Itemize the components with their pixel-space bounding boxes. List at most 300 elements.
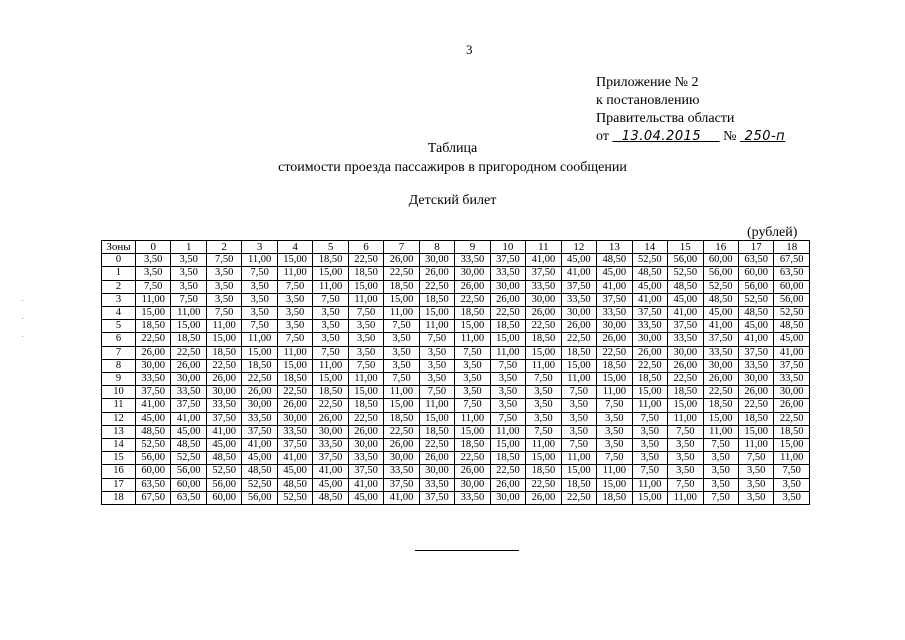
fare-cell: 7,50 bbox=[206, 307, 241, 320]
column-header-zone-2: 2 bbox=[206, 241, 241, 254]
fare-cell: 18,50 bbox=[419, 425, 454, 438]
appendix-government-line: Правительства области bbox=[596, 111, 735, 126]
row-zone-label: 6 bbox=[102, 333, 136, 346]
fare-cell: 41,00 bbox=[242, 439, 277, 452]
fare-cell: 15,00 bbox=[277, 359, 312, 372]
fare-cell: 26,00 bbox=[455, 280, 490, 293]
fare-cell: 48,50 bbox=[738, 307, 773, 320]
fare-cell: 26,00 bbox=[561, 320, 596, 333]
fare-cell: 11,00 bbox=[277, 346, 312, 359]
fare-cell: 3,50 bbox=[313, 307, 348, 320]
fare-cell: 60,00 bbox=[774, 280, 810, 293]
fare-cell: 3,50 bbox=[171, 280, 206, 293]
fare-cell: 30,00 bbox=[419, 465, 454, 478]
fare-cell: 45,00 bbox=[313, 478, 348, 491]
row-zone-label: 11 bbox=[102, 399, 136, 412]
fare-cell: 18,50 bbox=[490, 320, 525, 333]
fare-cell: 48,50 bbox=[632, 267, 667, 280]
fare-cell: 60,00 bbox=[738, 267, 773, 280]
fare-cell: 33,50 bbox=[136, 373, 171, 386]
ticket-type: Детский билет bbox=[408, 193, 497, 208]
fare-cell: 22,50 bbox=[277, 386, 312, 399]
fare-cell: 3,50 bbox=[419, 346, 454, 359]
fare-cell: 3,50 bbox=[455, 359, 490, 372]
fare-cell: 15,00 bbox=[455, 320, 490, 333]
column-header-zone-10: 10 bbox=[490, 241, 525, 254]
column-header-zone-11: 11 bbox=[526, 241, 561, 254]
fare-cell: 11,00 bbox=[419, 399, 454, 412]
fare-cell: 7,50 bbox=[561, 386, 596, 399]
table-heading: Таблица bbox=[427, 141, 478, 156]
fare-cell: 41,00 bbox=[738, 333, 773, 346]
fare-cell: 3,50 bbox=[597, 425, 632, 438]
fare-cell: 52,50 bbox=[774, 307, 810, 320]
fare-cell: 3,50 bbox=[703, 465, 738, 478]
fare-cell: 7,50 bbox=[490, 412, 525, 425]
table-row bbox=[102, 359, 810, 372]
fare-cell: 11,00 bbox=[597, 465, 632, 478]
fare-cell: 22,50 bbox=[348, 412, 383, 425]
fare-cell: 41,00 bbox=[526, 254, 561, 267]
fare-cell: 7,50 bbox=[774, 465, 810, 478]
fare-cell: 11,00 bbox=[384, 386, 419, 399]
fare-cell: 26,00 bbox=[774, 399, 810, 412]
fare-cell: 22,50 bbox=[455, 452, 490, 465]
fare-cell: 26,00 bbox=[668, 359, 703, 372]
fare-cell: 26,00 bbox=[703, 373, 738, 386]
fare-cell: 3,50 bbox=[490, 386, 525, 399]
fare-cell: 18,50 bbox=[171, 333, 206, 346]
fare-cell: 7,50 bbox=[738, 452, 773, 465]
page-number: 3 bbox=[466, 42, 473, 57]
fare-cell: 26,00 bbox=[206, 373, 241, 386]
fare-cell: 41,00 bbox=[561, 267, 596, 280]
table-row bbox=[102, 478, 810, 491]
fare-cell: 18,50 bbox=[561, 478, 596, 491]
fare-cell: 48,50 bbox=[668, 280, 703, 293]
fare-cell: 18,50 bbox=[455, 439, 490, 452]
fare-cell: 33,50 bbox=[348, 452, 383, 465]
table-subheading: стоимости проезда пассажиров в пригородном сообщении bbox=[278, 160, 627, 175]
fare-cell: 41,00 bbox=[597, 280, 632, 293]
row-zone-label: 17 bbox=[102, 478, 136, 491]
column-header-zone-4: 4 bbox=[277, 241, 312, 254]
column-header-zone-17: 17 bbox=[738, 241, 773, 254]
fare-cell: 11,00 bbox=[455, 412, 490, 425]
table-row bbox=[102, 386, 810, 399]
fare-cell: 30,00 bbox=[455, 478, 490, 491]
fare-cell: 26,00 bbox=[490, 478, 525, 491]
fare-cell: 3,50 bbox=[703, 452, 738, 465]
fare-cell: 37,50 bbox=[738, 346, 773, 359]
table-row bbox=[102, 439, 810, 452]
fare-cell: 22,50 bbox=[206, 359, 241, 372]
fare-cell: 30,00 bbox=[242, 399, 277, 412]
fare-cell: 7,50 bbox=[242, 267, 277, 280]
fare-cell: 15,00 bbox=[632, 491, 667, 504]
fare-cell: 18,50 bbox=[561, 346, 596, 359]
fare-cell: 45,00 bbox=[136, 412, 171, 425]
fare-cell: 3,50 bbox=[348, 333, 383, 346]
fare-cell: 3,50 bbox=[632, 425, 667, 438]
fare-cell: 26,00 bbox=[419, 452, 454, 465]
fare-cell: 22,50 bbox=[738, 399, 773, 412]
units-label: (рублей) bbox=[747, 225, 798, 240]
fare-cell: 26,00 bbox=[455, 465, 490, 478]
fare-cell: 18,50 bbox=[703, 399, 738, 412]
fare-cell: 37,50 bbox=[419, 491, 454, 504]
fare-cell: 26,00 bbox=[526, 491, 561, 504]
fare-cell: 26,00 bbox=[738, 386, 773, 399]
fare-cell: 15,00 bbox=[561, 465, 596, 478]
fare-cell: 15,00 bbox=[384, 293, 419, 306]
fare-cell: 3,50 bbox=[384, 333, 419, 346]
row-zone-label: 0 bbox=[102, 254, 136, 267]
fare-cell: 52,50 bbox=[242, 478, 277, 491]
fare-cell: 26,00 bbox=[384, 254, 419, 267]
fare-cell: 15,00 bbox=[490, 439, 525, 452]
fare-cell: 7,50 bbox=[703, 491, 738, 504]
fare-cell: 33,50 bbox=[632, 320, 667, 333]
fare-cell: 18,50 bbox=[738, 412, 773, 425]
fare-cell: 22,50 bbox=[171, 346, 206, 359]
fare-cell: 11,00 bbox=[419, 320, 454, 333]
scan-margin-marks bbox=[22, 0, 23, 640]
fare-cell: 15,00 bbox=[419, 307, 454, 320]
row-zone-label: 9 bbox=[102, 373, 136, 386]
fare-cell: 11,00 bbox=[490, 346, 525, 359]
fare-cell: 7,50 bbox=[277, 333, 312, 346]
fare-cell: 3,50 bbox=[206, 280, 241, 293]
fare-cell: 30,00 bbox=[597, 320, 632, 333]
fare-cell: 3,50 bbox=[277, 293, 312, 306]
fare-cell: 7,50 bbox=[632, 465, 667, 478]
fare-cell: 11,00 bbox=[206, 320, 241, 333]
fare-cell: 3,50 bbox=[242, 307, 277, 320]
fare-cell: 11,00 bbox=[526, 439, 561, 452]
fare-cell: 3,50 bbox=[561, 412, 596, 425]
fare-cell: 3,50 bbox=[561, 399, 596, 412]
fare-cell: 56,00 bbox=[206, 478, 241, 491]
fare-cell: 15,00 bbox=[668, 399, 703, 412]
column-header-zone-13: 13 bbox=[597, 241, 632, 254]
fare-cell: 15,00 bbox=[490, 333, 525, 346]
fare-cell: 22,50 bbox=[419, 280, 454, 293]
fare-cell: 52,50 bbox=[703, 280, 738, 293]
fare-cell: 60,00 bbox=[171, 478, 206, 491]
fare-cell: 3,50 bbox=[668, 452, 703, 465]
fare-cell: 3,50 bbox=[277, 307, 312, 320]
fare-cell: 63,50 bbox=[738, 254, 773, 267]
table-row bbox=[102, 307, 810, 320]
fare-cell: 26,00 bbox=[313, 412, 348, 425]
fare-cell: 15,00 bbox=[738, 425, 773, 438]
fare-cell: 7,50 bbox=[348, 359, 383, 372]
fare-cell: 56,00 bbox=[738, 280, 773, 293]
fare-cell: 3,50 bbox=[242, 280, 277, 293]
fare-cell: 7,50 bbox=[668, 425, 703, 438]
fare-cell: 18,50 bbox=[774, 425, 810, 438]
column-header-zone-1: 1 bbox=[171, 241, 206, 254]
fare-cell: 3,50 bbox=[597, 412, 632, 425]
column-header-zone-16: 16 bbox=[703, 241, 738, 254]
fare-cell: 7,50 bbox=[490, 359, 525, 372]
fare-cell: 7,50 bbox=[136, 280, 171, 293]
fare-cell: 7,50 bbox=[419, 333, 454, 346]
fare-cell: 60,00 bbox=[206, 491, 241, 504]
fare-cell: 7,50 bbox=[171, 293, 206, 306]
fare-cell: 37,50 bbox=[136, 386, 171, 399]
fare-cell: 52,50 bbox=[738, 293, 773, 306]
fare-cell: 15,00 bbox=[597, 478, 632, 491]
date-prefix: от bbox=[596, 129, 609, 144]
fare-cell: 41,00 bbox=[348, 478, 383, 491]
fare-cell: 37,50 bbox=[171, 399, 206, 412]
fare-cell: 18,50 bbox=[384, 412, 419, 425]
fare-cell: 26,00 bbox=[384, 439, 419, 452]
fare-cell: 3,50 bbox=[277, 320, 312, 333]
fare-cell: 26,00 bbox=[136, 346, 171, 359]
fare-cell: 15,00 bbox=[136, 307, 171, 320]
fare-cell: 22,50 bbox=[774, 412, 810, 425]
fare-cell: 37,50 bbox=[206, 412, 241, 425]
fare-cell: 22,50 bbox=[526, 320, 561, 333]
fare-cell: 11,00 bbox=[277, 267, 312, 280]
row-zone-label: 2 bbox=[102, 280, 136, 293]
fare-cell: 48,50 bbox=[313, 491, 348, 504]
fare-cell: 37,50 bbox=[313, 452, 348, 465]
fare-cell: 15,00 bbox=[242, 346, 277, 359]
fare-cell: 33,50 bbox=[774, 373, 810, 386]
fare-cell: 30,00 bbox=[136, 359, 171, 372]
fare-cell: 37,50 bbox=[490, 254, 525, 267]
fare-cell: 41,00 bbox=[774, 346, 810, 359]
fare-cell: 48,50 bbox=[242, 465, 277, 478]
fare-cell: 56,00 bbox=[774, 293, 810, 306]
fare-cell: 30,00 bbox=[738, 373, 773, 386]
fare-cell: 41,00 bbox=[206, 425, 241, 438]
fare-cell: 11,00 bbox=[242, 254, 277, 267]
fare-cell: 18,50 bbox=[668, 386, 703, 399]
fare-cell: 22,50 bbox=[384, 425, 419, 438]
table-row bbox=[102, 399, 810, 412]
fare-cell: 52,50 bbox=[171, 452, 206, 465]
fare-cell: 33,50 bbox=[313, 439, 348, 452]
fare-cell: 22,50 bbox=[526, 478, 561, 491]
fare-cell: 11,00 bbox=[348, 293, 383, 306]
fare-cell: 3,50 bbox=[455, 373, 490, 386]
fare-cell: 7,50 bbox=[632, 412, 667, 425]
handwritten-date: 13.04.2015 bbox=[621, 129, 702, 144]
fare-cell: 22,50 bbox=[490, 465, 525, 478]
fare-cell: 41,00 bbox=[277, 452, 312, 465]
fare-cell: 3,50 bbox=[490, 373, 525, 386]
fare-cell: 67,50 bbox=[136, 491, 171, 504]
fare-cell: 15,00 bbox=[348, 280, 383, 293]
fare-cell: 3,50 bbox=[384, 346, 419, 359]
fare-cell: 26,00 bbox=[526, 307, 561, 320]
fare-cell: 7,50 bbox=[703, 439, 738, 452]
fare-cell: 37,50 bbox=[632, 307, 667, 320]
table-header-row bbox=[102, 241, 810, 254]
fare-cell: 3,50 bbox=[632, 452, 667, 465]
fare-cell: 3,50 bbox=[136, 254, 171, 267]
fare-cell: 18,50 bbox=[348, 267, 383, 280]
fare-cell: 22,50 bbox=[384, 267, 419, 280]
column-header-zone-14: 14 bbox=[632, 241, 667, 254]
row-zone-label: 4 bbox=[102, 307, 136, 320]
fare-cell: 26,00 bbox=[277, 399, 312, 412]
fare-cell: 11,00 bbox=[632, 399, 667, 412]
fare-cell: 3,50 bbox=[703, 478, 738, 491]
table-row bbox=[102, 425, 810, 438]
fare-cell: 7,50 bbox=[242, 320, 277, 333]
fare-cell: 18,50 bbox=[526, 333, 561, 346]
fare-cell: 41,00 bbox=[668, 307, 703, 320]
fare-cell: 33,50 bbox=[738, 359, 773, 372]
fare-cell: 3,50 bbox=[632, 439, 667, 452]
fare-cell: 7,50 bbox=[561, 439, 596, 452]
fare-cell: 15,00 bbox=[703, 412, 738, 425]
table-row bbox=[102, 452, 810, 465]
fare-cell: 11,00 bbox=[668, 412, 703, 425]
row-zone-label: 14 bbox=[102, 439, 136, 452]
row-zone-label: 18 bbox=[102, 491, 136, 504]
fare-cell: 11,00 bbox=[136, 293, 171, 306]
fare-cell: 22,50 bbox=[668, 373, 703, 386]
fare-cell: 15,00 bbox=[313, 373, 348, 386]
fare-cell: 18,50 bbox=[313, 254, 348, 267]
fare-cell: 41,00 bbox=[171, 412, 206, 425]
fare-cell: 26,00 bbox=[348, 425, 383, 438]
fare-cell: 30,00 bbox=[703, 359, 738, 372]
fare-cell: 22,50 bbox=[561, 491, 596, 504]
fare-cell: 45,00 bbox=[277, 465, 312, 478]
fare-cell: 37,50 bbox=[668, 320, 703, 333]
fare-cell: 33,50 bbox=[668, 333, 703, 346]
fare-cell: 48,50 bbox=[171, 439, 206, 452]
fare-cell: 11,00 bbox=[668, 491, 703, 504]
fare-cell: 3,50 bbox=[455, 386, 490, 399]
fare-cell: 52,50 bbox=[136, 439, 171, 452]
fare-cell: 3,50 bbox=[561, 425, 596, 438]
fare-cell: 3,50 bbox=[738, 478, 773, 491]
row-zone-label: 10 bbox=[102, 386, 136, 399]
fare-cell: 33,50 bbox=[384, 465, 419, 478]
fare-cell: 41,00 bbox=[632, 293, 667, 306]
fare-cell: 48,50 bbox=[597, 254, 632, 267]
fare-cell: 41,00 bbox=[136, 399, 171, 412]
fare-cell: 7,50 bbox=[384, 373, 419, 386]
fare-cell: 63,50 bbox=[136, 478, 171, 491]
fare-cell: 11,00 bbox=[703, 425, 738, 438]
fare-cell: 52,50 bbox=[668, 267, 703, 280]
fare-cell: 3,50 bbox=[313, 333, 348, 346]
fare-cell: 48,50 bbox=[774, 320, 810, 333]
column-header-zone-5: 5 bbox=[313, 241, 348, 254]
fare-cell: 3,50 bbox=[348, 346, 383, 359]
fare-cell: 15,00 bbox=[348, 386, 383, 399]
fare-cell: 7,50 bbox=[597, 452, 632, 465]
table-row bbox=[102, 320, 810, 333]
fare-table bbox=[101, 240, 810, 505]
column-header-zone-9: 9 bbox=[455, 241, 490, 254]
fare-cell: 52,50 bbox=[206, 465, 241, 478]
column-header-zone-3: 3 bbox=[242, 241, 277, 254]
fare-cell: 3,50 bbox=[419, 359, 454, 372]
fare-cell: 11,00 bbox=[632, 478, 667, 491]
fare-cell: 48,50 bbox=[136, 425, 171, 438]
fare-cell: 15,00 bbox=[313, 267, 348, 280]
fare-cell: 3,50 bbox=[171, 267, 206, 280]
fare-cell: 15,00 bbox=[632, 386, 667, 399]
fare-cell: 37,50 bbox=[597, 293, 632, 306]
fare-cell: 26,00 bbox=[171, 359, 206, 372]
fare-cell: 63,50 bbox=[171, 491, 206, 504]
fare-cell: 45,00 bbox=[632, 280, 667, 293]
fare-cell: 26,00 bbox=[490, 293, 525, 306]
fare-cell: 3,50 bbox=[171, 254, 206, 267]
fare-cell: 33,50 bbox=[703, 346, 738, 359]
fare-cell: 45,00 bbox=[171, 425, 206, 438]
fare-cell: 30,00 bbox=[171, 373, 206, 386]
fare-cell: 22,50 bbox=[597, 346, 632, 359]
fare-cell: 7,50 bbox=[313, 346, 348, 359]
fare-cell: 3,50 bbox=[526, 412, 561, 425]
fare-cell: 30,00 bbox=[526, 293, 561, 306]
fare-cell: 37,50 bbox=[348, 465, 383, 478]
fare-cell: 3,50 bbox=[242, 293, 277, 306]
fare-cell: 60,00 bbox=[136, 465, 171, 478]
column-header-zone-6: 6 bbox=[348, 241, 383, 254]
column-header-zone-15: 15 bbox=[668, 241, 703, 254]
fare-cell: 37,50 bbox=[526, 267, 561, 280]
fare-cell: 7,50 bbox=[597, 399, 632, 412]
fare-cell: 15,00 bbox=[455, 425, 490, 438]
fare-cell: 30,00 bbox=[632, 333, 667, 346]
fare-cell: 26,00 bbox=[597, 333, 632, 346]
fare-cell: 3,50 bbox=[668, 465, 703, 478]
fare-cell: 3,50 bbox=[668, 439, 703, 452]
fare-cell: 45,00 bbox=[242, 452, 277, 465]
table-row bbox=[102, 465, 810, 478]
fare-cell: 18,50 bbox=[384, 280, 419, 293]
fare-cell: 33,50 bbox=[526, 280, 561, 293]
fare-cell: 33,50 bbox=[455, 254, 490, 267]
fare-cell: 15,00 bbox=[526, 346, 561, 359]
fare-cell: 52,50 bbox=[632, 254, 667, 267]
fare-cell: 26,00 bbox=[419, 267, 454, 280]
row-zone-label: 7 bbox=[102, 346, 136, 359]
fare-cell: 7,50 bbox=[455, 346, 490, 359]
fare-cell: 18,50 bbox=[597, 491, 632, 504]
fare-cell: 22,50 bbox=[348, 254, 383, 267]
fare-cell: 45,00 bbox=[206, 439, 241, 452]
fare-cell: 18,50 bbox=[490, 452, 525, 465]
fare-cell: 18,50 bbox=[455, 307, 490, 320]
fare-cell: 3,50 bbox=[774, 491, 810, 504]
fare-cell: 48,50 bbox=[206, 452, 241, 465]
fare-cell: 18,50 bbox=[242, 359, 277, 372]
fare-cell: 41,00 bbox=[384, 491, 419, 504]
fare-cell: 45,00 bbox=[348, 491, 383, 504]
fare-cell: 3,50 bbox=[526, 386, 561, 399]
fare-cell: 56,00 bbox=[242, 491, 277, 504]
row-zone-label: 13 bbox=[102, 425, 136, 438]
fare-cell: 7,50 bbox=[384, 320, 419, 333]
fare-cell: 33,50 bbox=[419, 478, 454, 491]
fare-cell: 63,50 bbox=[774, 267, 810, 280]
